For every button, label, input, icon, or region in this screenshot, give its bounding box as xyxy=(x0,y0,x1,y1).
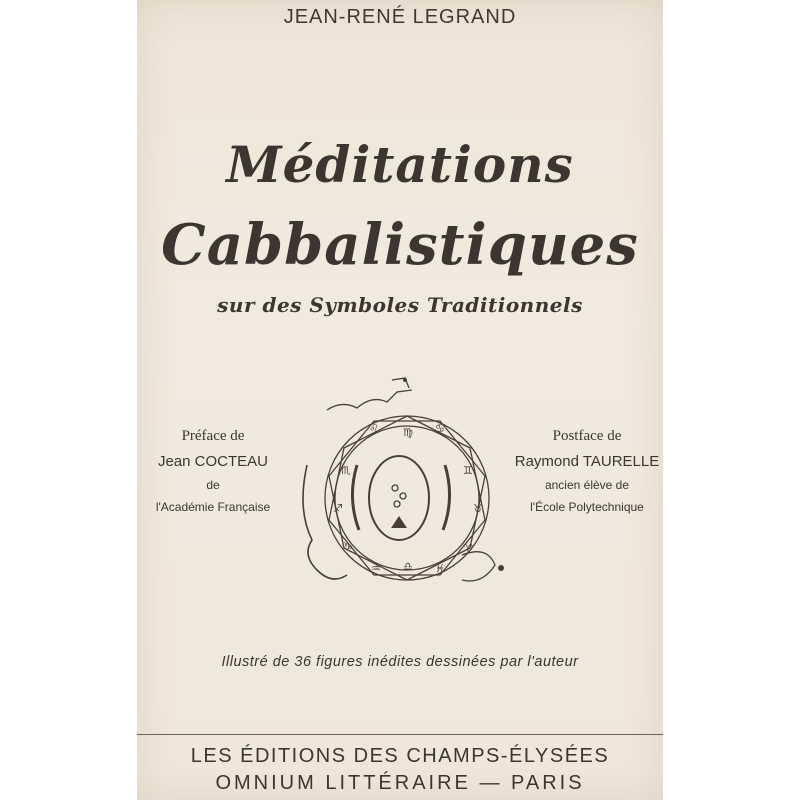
svg-text:♎: ♎ xyxy=(403,560,413,573)
author-name: JEAN-RENÉ LEGRAND xyxy=(283,6,517,28)
postface-label: Postface de xyxy=(552,428,622,444)
svg-text:♒: ♒ xyxy=(371,562,381,575)
illustration-note: Illustré de 36 figures inédites dessinées par l'auteur xyxy=(221,654,579,670)
preface-name: Jean COCTEAU xyxy=(157,453,269,470)
divider xyxy=(137,734,663,735)
preface-block xyxy=(137,428,289,514)
cabbalistic-seal-icon xyxy=(287,370,507,605)
postface-name: Raymond TAURELLE xyxy=(514,453,660,470)
preface-connector: de xyxy=(206,478,220,492)
title-line-2: Cabbalistiques xyxy=(161,212,639,278)
svg-text:♐: ♐ xyxy=(333,502,343,515)
svg-text:♈: ♈ xyxy=(463,542,473,555)
publisher-line-2: OMNIUM LITTÉRAIRE — PARIS xyxy=(215,772,585,794)
preface-label: Préface de xyxy=(181,428,245,444)
publisher-line-1: LES ÉDITIONS DES CHAMPS-ÉLYSÉES xyxy=(190,745,610,767)
svg-text:♋: ♋ xyxy=(435,422,445,435)
svg-text:♑: ♑ xyxy=(343,540,353,553)
svg-text:♍: ♍ xyxy=(403,426,413,439)
subtitle: sur des Symboles Traditionnels xyxy=(217,293,583,317)
postface-block xyxy=(507,428,667,514)
svg-text:♌: ♌ xyxy=(369,422,379,435)
svg-text:♉: ♉ xyxy=(473,502,483,515)
title-line-1: Méditations xyxy=(226,135,574,194)
postface-connector: ancien élève de xyxy=(544,478,630,492)
postface-affiliation: l'École Polytechnique xyxy=(530,500,644,514)
svg-text:♏: ♏ xyxy=(341,464,351,477)
svg-text:♊: ♊ xyxy=(463,464,473,477)
book-cover xyxy=(137,0,663,800)
preface-affiliation: l'Académie Française xyxy=(155,500,271,514)
svg-text:♓: ♓ xyxy=(435,562,445,575)
